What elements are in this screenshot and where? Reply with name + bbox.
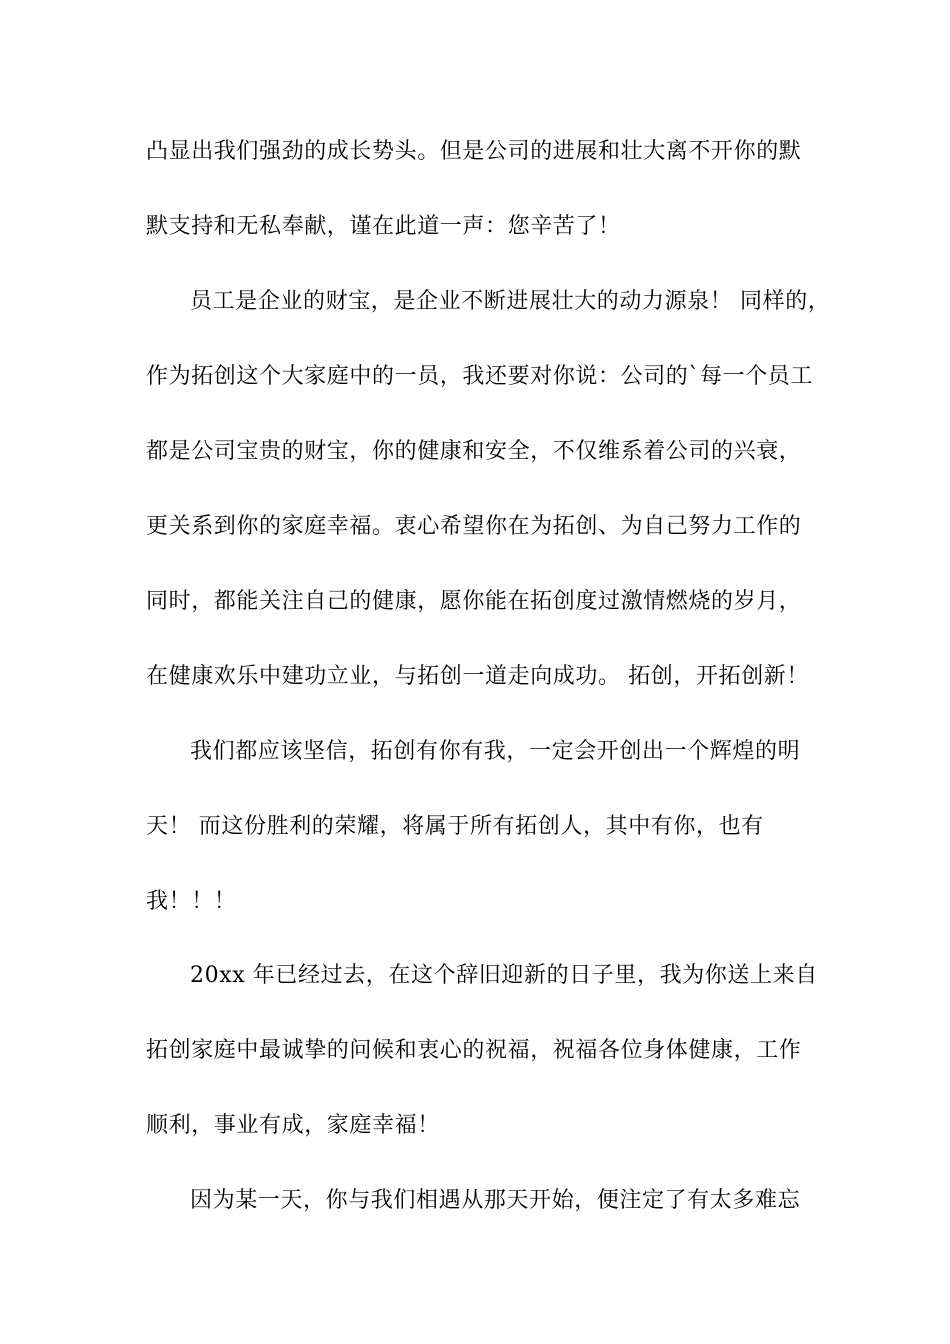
text-line: 凸显出我们强劲的成长势头。但是公司的进展和壮大离不开你的默	[146, 139, 802, 164]
paragraph-start-line: 员工是企业的财宝，是企业不断进展壮大的动力源泉！ 同样的，	[190, 289, 831, 314]
text-line: 天！ 而这份胜利的荣耀，将属于所有拓创人，其中有你，也有	[146, 814, 764, 839]
text-line: 拓创家庭中最诚挚的问候和衷心的祝福，祝福各位身体健康，工作	[146, 1038, 802, 1063]
text-line: 我！！！	[146, 889, 237, 914]
paragraph-start-line: 我们都应该坚信，拓创有你有我，一定会开创出一个辉煌的明	[190, 739, 801, 764]
paragraph-start-line: 20xx 年已经过去，在这个辞旧迎新的日子里，我为你送上来自	[190, 963, 818, 988]
text-line: 作为拓创这个大家庭中的一员，我还要对你说：公司的`每一个员工	[146, 364, 814, 389]
text-line: 顺利，事业有成，家庭幸福！	[146, 1113, 440, 1138]
text-line: 都是公司宝贵的财宝，你的健康和安全，不仅维系着公司的兴衰，	[146, 439, 802, 464]
text-line: 更关系到你的家庭幸福。衷心希望你在为拓创、为自己努力工作的	[146, 514, 802, 539]
text-line: 同时，都能关注自己的健康，愿你能在拓创度过激情燃烧的岁月，	[146, 589, 802, 614]
paragraph-start-line: 因为某一天，你与我们相遇从那天开始，便注定了有太多难忘	[190, 1188, 801, 1213]
text-line: 默支持和无私奉献，谨在此道一声：您辛苦了！	[146, 214, 621, 239]
text-line: 在健康欢乐中建功立业，与拓创一道走向成功。 拓创，开拓创新！	[146, 664, 809, 689]
